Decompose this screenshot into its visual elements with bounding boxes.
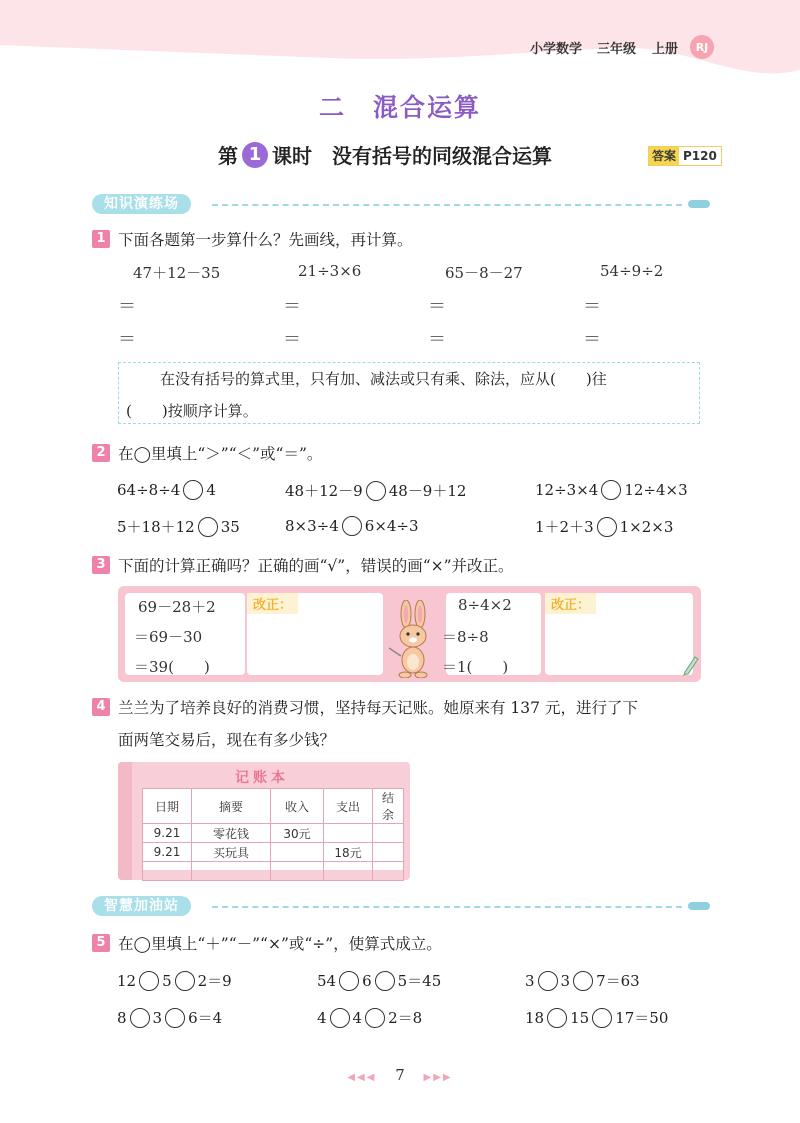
header-subject: 小学数学: [530, 42, 583, 57]
ledger-cell[interactable]: [373, 843, 404, 862]
q5-equation: [317, 1007, 422, 1028]
answer-label: 答案: [649, 147, 679, 165]
operand: 18: [525, 1008, 545, 1027]
operand: 4: [352, 1008, 363, 1027]
question-number-3: 3: [92, 556, 110, 574]
pencil-icon: [688, 902, 710, 910]
operand: 12: [117, 971, 137, 990]
ledger-table: [142, 788, 404, 881]
ledger-cell: [143, 862, 192, 881]
operand: 8: [117, 1008, 127, 1027]
q1-expression-3: 65－8－27: [445, 264, 523, 282]
operator-circle-input[interactable]: [547, 1008, 567, 1028]
q1-answer-line[interactable]: ＝: [583, 329, 601, 350]
lesson-suffix: 课时 没有括号的同级混合运算: [272, 144, 552, 168]
ledger-col-header: 结余: [373, 789, 404, 824]
operand-result: 7＝63: [596, 972, 640, 990]
question-4-text-line-2: 面两笔交易后，现在有多少钱？: [118, 731, 336, 749]
right-calc-line-1: 8÷4×2: [458, 596, 512, 614]
q1-expression-1: 47＋12－35: [133, 264, 221, 282]
chapter-title: 二 混合运算: [318, 93, 481, 122]
operator-circle-input[interactable]: [165, 1008, 185, 1028]
ledger-cell[interactable]: [373, 824, 404, 843]
compare-left: 1＋2＋3: [535, 518, 594, 536]
ledger-spine: [118, 762, 132, 880]
q1-answer-line[interactable]: ＝: [428, 296, 446, 317]
operand: 3: [525, 971, 535, 990]
q2-compare-item: [285, 480, 466, 501]
compare-circle-input[interactable]: [198, 517, 218, 537]
header-wave-banner: [0, 0, 800, 95]
q2-compare-item: [117, 516, 240, 537]
q5-equation: [117, 1007, 222, 1028]
right-arrows-icon: ▶▶▶: [423, 1072, 453, 1083]
ledger-row: [143, 843, 404, 862]
q5-equation: [117, 970, 232, 991]
q1-answer-line[interactable]: ＝: [428, 329, 446, 350]
q2-compare-item: [285, 516, 419, 536]
lesson-prefix: 第: [218, 144, 238, 168]
q5-equation: [317, 970, 441, 991]
operand: 5: [162, 971, 172, 990]
compare-circle-input[interactable]: [601, 480, 621, 500]
operand: 6: [362, 971, 372, 990]
pencil-icon: [682, 654, 700, 676]
compare-right: 6×4÷3: [364, 517, 419, 535]
q2-compare-item: [535, 516, 673, 537]
ledger-cell: [324, 824, 373, 843]
ledger-row: [143, 824, 404, 843]
question-number-5: 5: [92, 934, 110, 952]
operator-circle-input[interactable]: [139, 971, 159, 991]
rule-note-line-1: 在没有括号的算式里，只有加、减法或只有乘、除法，应从( )往: [160, 370, 607, 388]
answer-page: P120: [679, 147, 721, 165]
section-tag-challenge: 智慧加油站: [92, 896, 191, 916]
question-1-text: 下面各题第一步算什么？先画线，再计算。: [118, 231, 413, 249]
edition-badge: RJ: [690, 35, 714, 59]
compare-left: 5＋18＋12: [117, 518, 195, 536]
operand-result: 5＝45: [397, 972, 442, 990]
compare-right: 4: [206, 481, 216, 499]
ledger-col-header: 日期: [143, 789, 192, 824]
operator-circle-input[interactable]: [592, 1008, 612, 1028]
correction-label: 改正：: [545, 593, 596, 614]
q1-answer-line[interactable]: ＝: [118, 329, 136, 350]
left-calc-line-2: ＝69－30: [134, 628, 203, 646]
header-grade: 三年级: [597, 42, 637, 57]
ledger-cell: 买玩具: [192, 843, 271, 862]
compare-right: 1×2×3: [619, 517, 674, 536]
operator-circle-input[interactable]: [175, 971, 195, 991]
ledger-cell: [324, 862, 373, 881]
left-calc-line-1: 69－28＋2: [138, 598, 216, 616]
question-4-text-line-1: 兰兰为了培养良好的消费习惯，坚持每天记账。她原来有 137 元，进行了下: [118, 699, 638, 717]
correction-label: 改正：: [247, 593, 298, 614]
rabbit-illustration: [385, 600, 443, 678]
ledger-cell: 30元: [271, 824, 324, 843]
section-tag-practice: 知识演练场: [92, 194, 191, 214]
question-3-text: 下面的计算正确吗？正确的画“√”，错误的画“×”并改正。: [118, 557, 514, 575]
operator-circle-input[interactable]: [573, 971, 593, 991]
operand: 4: [317, 1008, 327, 1027]
ledger-cell: [271, 862, 324, 881]
ledger-col-header: 收入: [271, 789, 324, 824]
operator-circle-input[interactable]: [375, 971, 395, 991]
operator-circle-input[interactable]: [538, 971, 558, 991]
question-number-2: 2: [92, 444, 110, 462]
ledger-col-header: 支出: [324, 789, 373, 824]
compare-circle-input[interactable]: [183, 480, 203, 500]
ledger-cell: [192, 862, 271, 881]
page-footer: [0, 1066, 800, 1084]
compare-circle-input[interactable]: [342, 516, 362, 536]
answer-reference: [648, 146, 722, 166]
q1-expression-4: 54÷9÷2: [600, 262, 664, 280]
q1-answer-line[interactable]: ＝: [283, 329, 301, 350]
question-number-1: 1: [92, 230, 110, 248]
lesson-title: [218, 140, 552, 169]
left-arrows-icon: ◀◀◀: [347, 1072, 377, 1083]
q1-answer-line[interactable]: ＝: [118, 296, 136, 317]
right-calc-line-3[interactable]: ＝1( ): [442, 658, 509, 676]
lesson-number-badge: 1: [242, 142, 268, 168]
compare-right: 35: [220, 517, 240, 536]
compare-right: 12÷4×3: [624, 481, 688, 499]
header-volume: 上册: [652, 42, 679, 57]
operator-circle-input[interactable]: [330, 1008, 350, 1028]
ledger-cell: 零花钱: [192, 824, 271, 843]
q2-compare-item: [535, 480, 688, 500]
operator-circle-input[interactable]: [339, 971, 359, 991]
ledger-cell: [271, 843, 324, 862]
q1-answer-line[interactable]: ＝: [283, 296, 301, 317]
section-divider: [212, 204, 682, 206]
ledger-page: [142, 788, 404, 870]
compare-left: 12÷3×4: [535, 481, 599, 499]
question-2-text: 在◯里填上“＞”“＜”或“＝”。: [118, 445, 323, 463]
operand-result: 17＝50: [615, 1009, 669, 1027]
question-5-text: 在◯里填上“＋”“－”“×”或“÷”，使算式成立。: [118, 935, 442, 953]
pencil-icon: [688, 200, 710, 208]
ledger-cell: 9.21: [143, 824, 192, 843]
compare-circle-input[interactable]: [597, 517, 617, 537]
compare-left: 48＋12－9: [285, 482, 363, 500]
q5-equation: [525, 970, 640, 991]
ledger-title: 记账本: [235, 770, 289, 786]
compare-left: 8×3÷4: [285, 517, 339, 535]
ledger-header-row: [143, 789, 404, 824]
operand: 3: [560, 971, 571, 990]
operand-result: 6＝4: [188, 1009, 223, 1027]
rule-note-line-2: ( )按顺序计算。: [126, 402, 258, 420]
operand: 54: [317, 971, 337, 990]
compare-circle-input[interactable]: [366, 481, 386, 501]
question-number-4: 4: [92, 698, 110, 716]
left-calc-line-3[interactable]: ＝39( ): [134, 658, 210, 676]
ledger-cell: 18元: [324, 843, 373, 862]
page-number: 7: [395, 1066, 405, 1084]
q5-equation: [525, 1007, 668, 1028]
operand-result: 2＝8: [388, 1009, 423, 1027]
q2-compare-item: [117, 480, 216, 500]
ledger-col-header: 摘要: [192, 789, 271, 824]
q1-answer-line[interactable]: ＝: [583, 296, 601, 317]
right-calc-line-2: ＝8÷8: [442, 628, 489, 646]
operator-circle-input[interactable]: [130, 1008, 150, 1028]
q1-expression-2: 21÷3×6: [298, 262, 362, 280]
operand: 15: [570, 1008, 590, 1027]
operand: 3: [152, 1008, 163, 1027]
compare-left: 64÷8÷4: [117, 481, 181, 499]
ledger-cell: 9.21: [143, 843, 192, 862]
operand-result: 2＝9: [197, 972, 232, 990]
ledger-cell: [373, 862, 404, 881]
compare-right: 48－9＋12: [388, 482, 467, 500]
ledger-row: [143, 862, 404, 881]
operator-circle-input[interactable]: [365, 1008, 385, 1028]
section-divider: [212, 906, 682, 908]
